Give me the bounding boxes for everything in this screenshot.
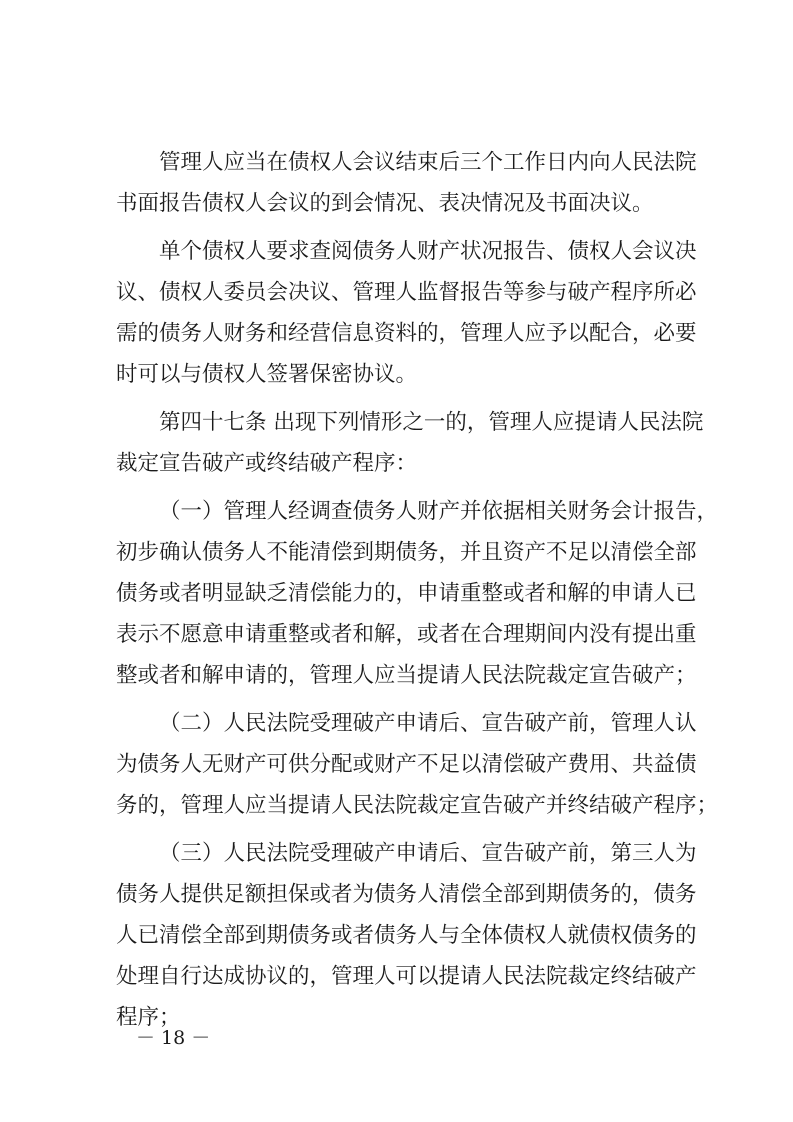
paragraph-item-1 (116, 491, 719, 696)
text-line: 表示不愿意申请重整或者和解，或者在合理期间内没有提出重 (116, 622, 697, 647)
text-line: 务的，管理人应当提请人民法院裁定宣告破产并终结破产程序； (116, 793, 719, 818)
text-line: 裁定宣告破产或终结破产程序： (116, 451, 418, 476)
page-number: － 18 － (136, 1027, 211, 1049)
text-line: （三）人民法院受理破产申请后、宣告破产前，第三人为 (159, 841, 697, 866)
text-line: 书面报告债权人会议的到会情况、表决情况及书面决议。 (116, 191, 654, 216)
text-line: 需的债务人财务和经营信息资料的，管理人应予以配合，必要 (116, 321, 697, 346)
paragraph-creditor-information-access (116, 231, 696, 395)
document-body (116, 142, 719, 1038)
article-heading-line: 第四十七条 出现下列情形之一的，管理人应提请人民法院 (159, 410, 704, 435)
paragraph-article-47 (116, 402, 704, 484)
text-line: （二）人民法院受理破产申请后、宣告破产前，管理人认 (159, 711, 697, 736)
text-line: 人已清偿全部到期债务或者债务人与全体债权人就债权债务的 (116, 923, 697, 948)
text-line: 处理自行达成协议的，管理人可以提请人民法院裁定终结破产 (116, 964, 697, 989)
text-line: 整或者和解申请的，管理人应当提请人民法院裁定宣告破产； (116, 663, 697, 688)
text-line: 债务或者明显缺乏清偿能力的，申请重整或者和解的申请人已 (116, 581, 697, 606)
text-line: 时可以与债权人签署保密协议。 (116, 362, 418, 387)
text-line: 债务人提供足额担保或者为债务人清偿全部到期债务的，债务 (116, 882, 697, 907)
text-line: 议、债权人委员会决议、管理人监督报告等参与破产程序所必 (116, 280, 697, 305)
text-line: 程序； (116, 1005, 181, 1030)
paragraph-item-2 (116, 703, 719, 826)
text-line: 为债务人无财产可供分配或财产不足以清偿破产费用、共益债 (116, 752, 697, 777)
paragraph-item-3 (116, 833, 696, 1038)
text-line: （一）管理人经调查债务人财产并依据相关财务会计报告， (159, 499, 719, 524)
text-line: 单个债权人要求查阅债务人财产状况报告、债权人会议决 (159, 239, 697, 264)
text-line: 管理人应当在债权人会议结束后三个工作日内向人民法院 (159, 150, 697, 175)
paragraph-creditor-meeting-report (116, 142, 696, 224)
text-line: 初步确认债务人不能清偿到期债务，并且资产不足以清偿全部 (116, 540, 697, 565)
